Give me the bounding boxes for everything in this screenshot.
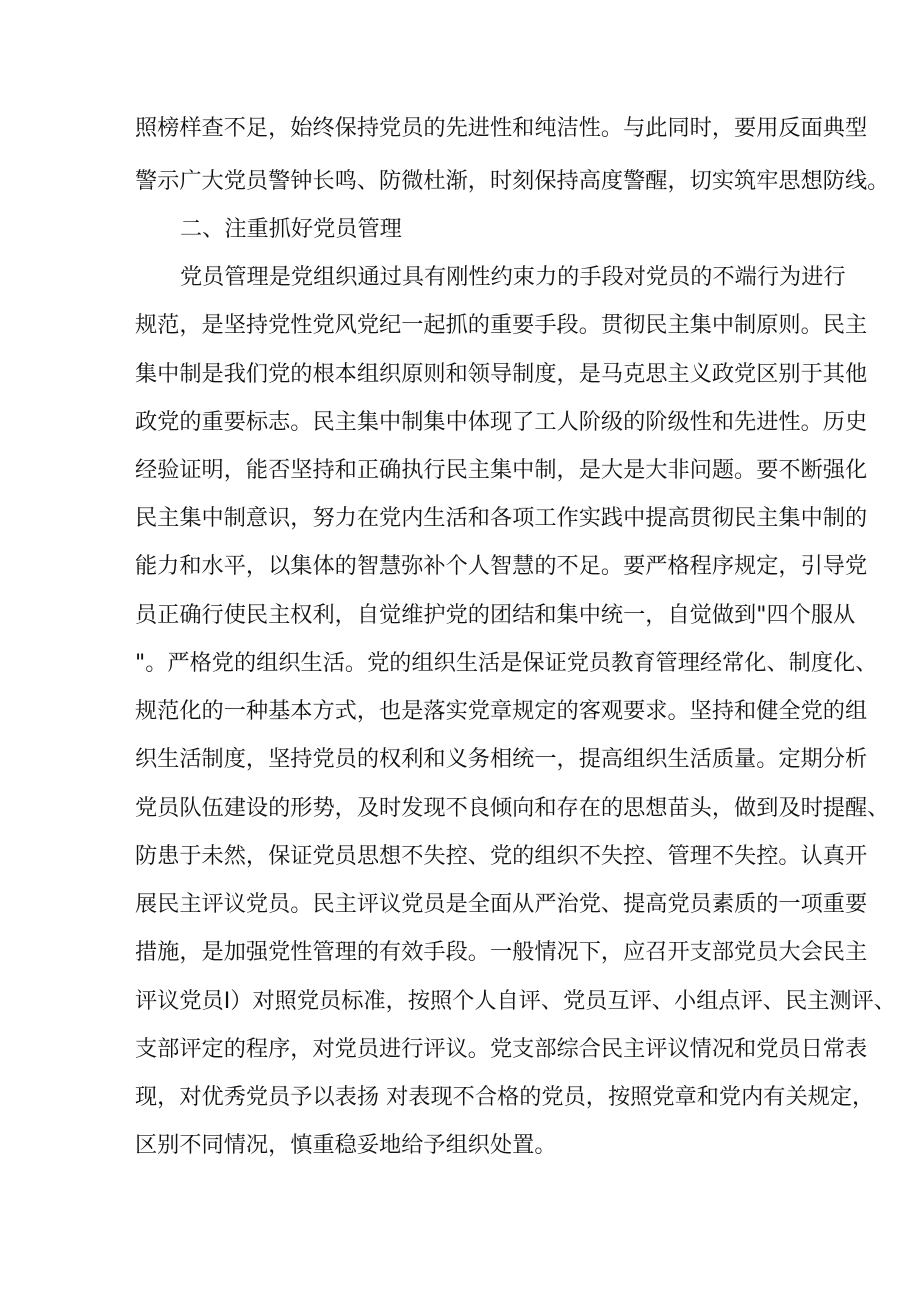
paragraph-line: 防患于未然，保证党员思想不失控、党的组织不失控、管理不失控。认真开 <box>135 843 868 869</box>
paragraph-line: 民主集中制意识，努力在党内生活和各项工作实践中提高贯彻民主集中制的 <box>135 505 868 531</box>
paragraph-line: 规范化的一种基本方式，也是落实党章规定的客观要求。坚持和健全党的组 <box>135 698 868 724</box>
paragraph-line: 区别不同情况，慎重稳妥地给予组织处置。 <box>135 1132 557 1158</box>
paragraph-line: 展民主评议党员。民主评议党员是全面从严治党、提高党员素质的一项重要 <box>135 891 868 917</box>
paragraph-line: 照榜样查不足，始终保持党员的先进性和纯洁性。与此同时，要用反面典型 <box>135 115 868 141</box>
paragraph-line: 措施，是加强党性管理的有效手段。一般情况下，应召开支部党员大会民主 <box>135 939 868 965</box>
paragraph-line: 能力和水平，以集体的智慧弥补个人智慧的不足。要严格程序规定，引导党 <box>135 553 868 579</box>
paragraph-line: 织生活制度，坚持党员的权利和义务相统一，提高组织生活质量。定期分析 <box>135 746 868 772</box>
paragraph-line: 党员队伍建设的形势，及时发现不良倾向和存在的思想苗头，做到及时提醒、 <box>135 795 890 821</box>
section-heading: 二、注重抓好党员管理 <box>180 216 402 242</box>
paragraph-line: 警示广大党员警钟长鸣、防微杜渐，时刻保持高度警醒，切实筑牢思想防线。 <box>135 168 890 194</box>
paragraph-line: 员正确行使民主权利，自觉维护党的团结和集中统一，自觉做到"四个服从 <box>135 602 856 628</box>
paragraph-line: 规范，是坚持党性党风党纪一起抓的重要手段。贯彻民主集中制原则。民主 <box>135 312 868 338</box>
paragraph-line: 集中制是我们党的根本组织原则和领导制度，是马克思主义政党区别于其他 <box>135 361 868 387</box>
paragraph-line: 支部评定的程序，对党员进行评议。党支部综合民主评议情况和党员日常表 <box>135 1036 868 1062</box>
paragraph-line: 经验证明，能否坚持和正确执行民主集中制，是大是大非问题。要不断强化 <box>135 457 868 483</box>
paragraph-line: 政党的重要标志。民主集中制集中体现了工人阶级的阶级性和先进性。历史 <box>135 409 868 435</box>
paragraph-line: 评议党员I）对照党员标准，按照个人自评、党员互评、小组点评、民主测评、 <box>135 988 896 1014</box>
paragraph-line: 党员管理是党组织通过具有刚性约束力的手段对党员的不端行为进行 <box>180 264 846 290</box>
paragraph-line: 现，对优秀党员予以表扬 对表现不合格的党员，按照党章和党内有关规定， <box>135 1084 875 1110</box>
paragraph-line: "。严格党的组织生活。党的组织生活是保证党员教育管理经常化、制度化、 <box>135 650 878 676</box>
